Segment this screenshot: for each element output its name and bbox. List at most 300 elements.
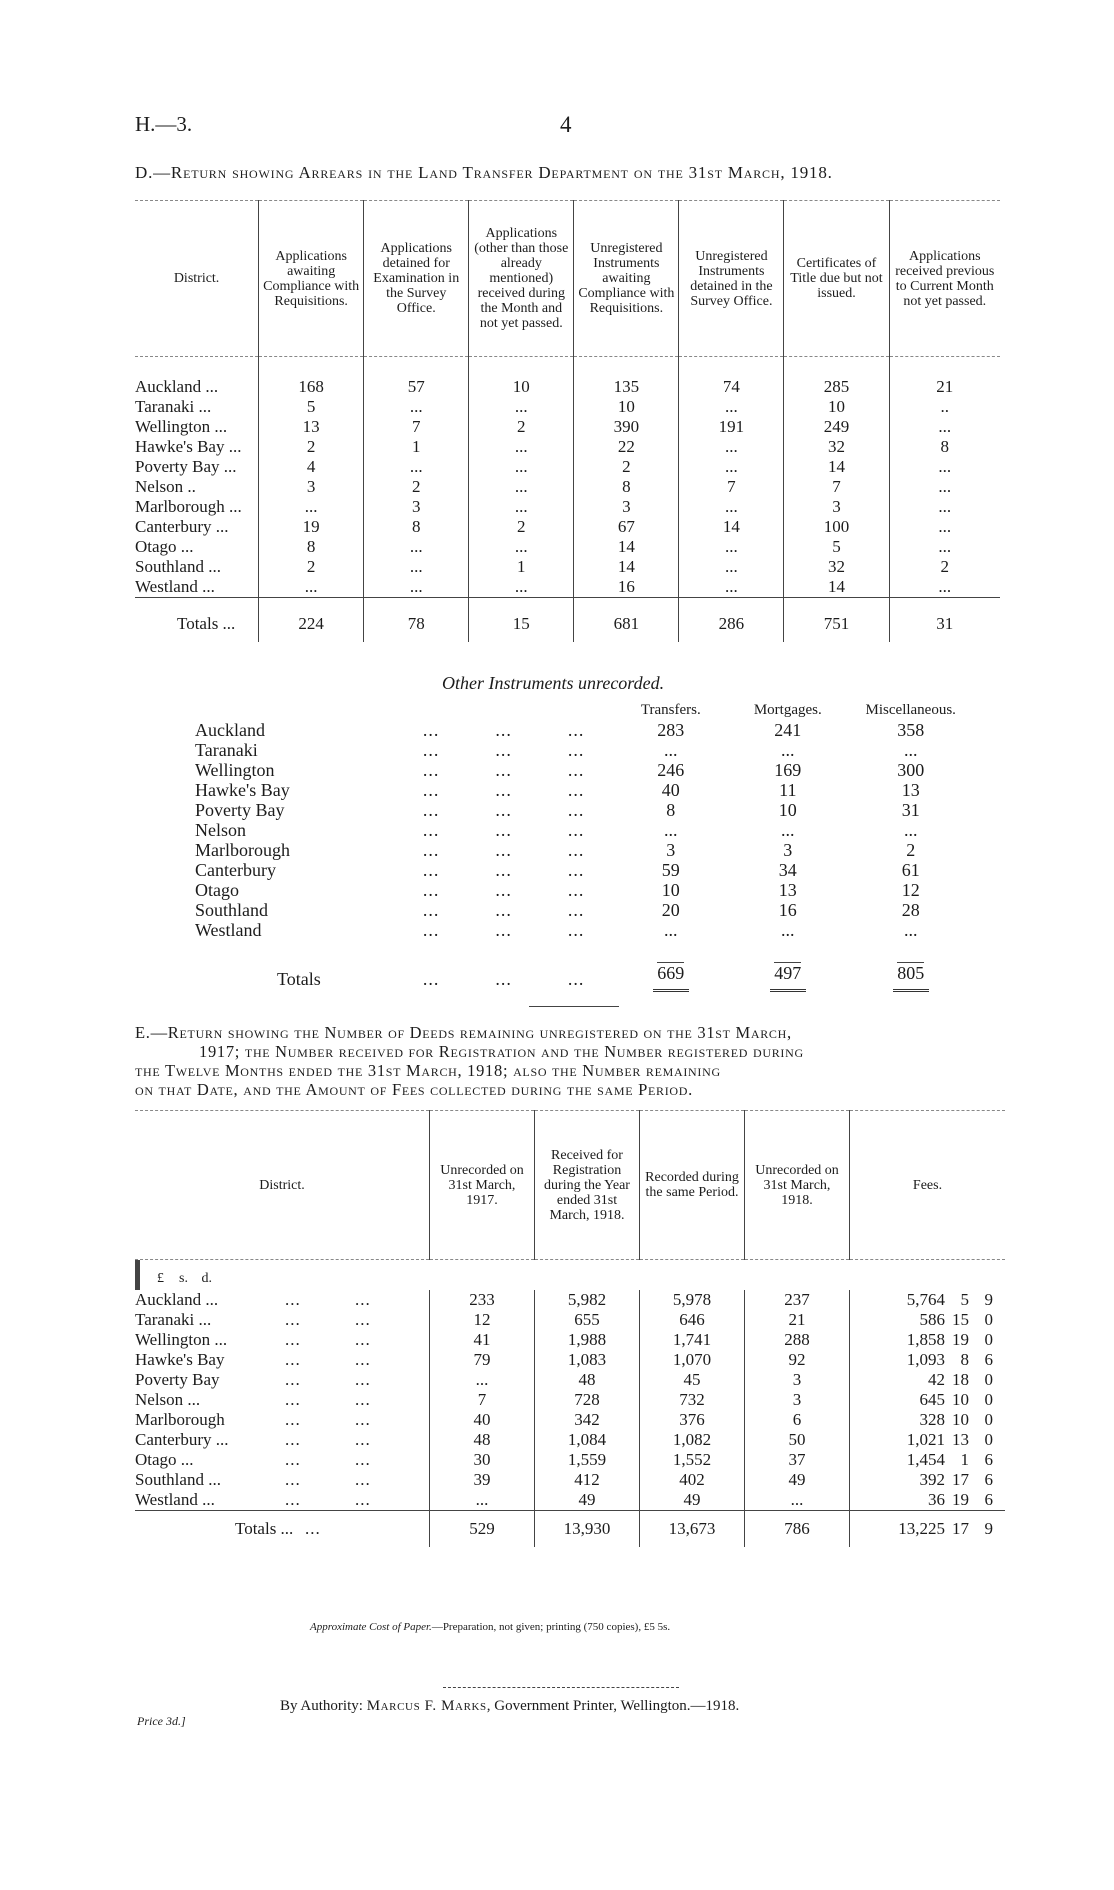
table-row <box>135 1430 1005 1450</box>
leader-dots: ... <box>567 920 585 940</box>
total-cell: 13,673 <box>640 1511 745 1548</box>
value-cell: ... <box>679 537 784 557</box>
value: 20 <box>661 900 680 920</box>
leader-dots: ... <box>422 760 440 780</box>
other-instruments-title: Other Instruments unrecorded. <box>442 673 665 693</box>
value-cell: 1,988 <box>535 1330 640 1350</box>
district-cell <box>135 1350 430 1370</box>
leader-dots: ... <box>495 820 512 840</box>
value-cell <box>729 820 846 840</box>
value-cell: 7 <box>364 417 469 437</box>
price: Price 3d.] <box>137 1714 186 1728</box>
return-e-table <box>135 1110 1005 1547</box>
leader-dots: ... <box>285 1290 301 1309</box>
shillings: 13 <box>952 1430 969 1449</box>
district-cell: Nelson .. <box>135 477 196 496</box>
shillings: 5 <box>960 1290 969 1309</box>
value-cell <box>612 820 729 840</box>
value: 283 <box>657 720 685 740</box>
leader-dots: ... <box>495 740 512 760</box>
value-cell: 74 <box>679 357 784 398</box>
pence: 6 <box>984 1450 993 1469</box>
leader-dots: ... <box>355 1290 371 1309</box>
table-row <box>135 1490 1005 1511</box>
return-e-title-line: E.—Return showing the Number of Deeds remaining unregistered on the 31st March, <box>135 1023 792 1042</box>
value-cell <box>729 780 846 800</box>
district-cell: Auckland ... <box>135 377 219 396</box>
pence: 6 <box>984 1490 993 1509</box>
value-cell: 100 <box>784 517 889 537</box>
table-row <box>195 880 975 900</box>
value-cell <box>612 920 729 940</box>
return-e-header-row <box>135 1111 1005 1260</box>
district-cell <box>135 1490 430 1511</box>
value-cell: 92 <box>745 1350 850 1370</box>
district-cell: Wellington <box>195 760 275 780</box>
value-cell <box>846 900 975 920</box>
value-cell: ... <box>889 537 1000 557</box>
table-row <box>135 1290 1005 1310</box>
leader-dots: ... <box>422 740 440 760</box>
district-cell: Westland ... <box>135 577 215 596</box>
leader-dots: ... <box>355 1370 371 1389</box>
totals-label <box>135 1511 430 1548</box>
fees-cell <box>850 1370 1006 1390</box>
cost-label: Approximate Cost of Paper. <box>310 1621 432 1633</box>
pence: 0 <box>984 1310 993 1329</box>
col-certificates: Certificates of Title due but not issued. <box>784 201 889 357</box>
value: ... <box>903 820 918 840</box>
value-cell: 32 <box>784 557 889 577</box>
value-cell: 1,082 <box>640 1430 745 1450</box>
value: 12 <box>901 880 920 900</box>
pence: 0 <box>984 1410 993 1429</box>
currency-units <box>140 1260 225 1290</box>
leader-dots: ... <box>285 1490 301 1509</box>
total-value: 669 <box>657 963 685 983</box>
value-cell <box>846 760 975 780</box>
value-cell: 37 <box>745 1450 850 1470</box>
leader-dots: ... <box>495 880 512 900</box>
district-name: Wellington ... <box>135 1330 228 1349</box>
value-cell <box>846 820 975 840</box>
leader-dots: ... <box>422 820 440 840</box>
value: 13 <box>778 880 797 900</box>
value: 3 <box>783 840 793 860</box>
value-cell <box>846 740 975 760</box>
value-cell: ... <box>364 577 469 598</box>
value-cell: 39 <box>430 1470 535 1490</box>
value-cell: ... <box>889 517 1000 537</box>
other-instruments-table <box>195 700 975 995</box>
footer-divider <box>443 1687 679 1688</box>
leader-dots: ... <box>355 1310 371 1329</box>
value-cell: .. <box>889 397 1000 417</box>
value-cell: 14 <box>784 457 889 477</box>
fees-cell <box>850 1330 1006 1350</box>
value-cell: 10 <box>784 397 889 417</box>
district-name: Canterbury ... <box>135 1430 229 1449</box>
shillings: 1 <box>960 1450 969 1469</box>
value-cell: 5,982 <box>535 1290 640 1310</box>
totals-label: Totals ... <box>135 598 259 643</box>
totals-row <box>135 598 1000 643</box>
district-cell: Otago ... <box>135 537 194 556</box>
table-row <box>135 397 1000 417</box>
value-cell: ... <box>259 577 364 598</box>
leader-dots: ... <box>285 1390 301 1409</box>
value-cell: ... <box>745 1490 850 1511</box>
value-cell: ... <box>430 1370 535 1390</box>
total-value: 497 <box>774 963 802 983</box>
value-cell: 30 <box>430 1450 535 1470</box>
fees-cell <box>850 1290 1006 1310</box>
value-cell <box>846 860 975 880</box>
pence: 6 <box>984 1470 993 1489</box>
pence: 0 <box>984 1370 993 1389</box>
value: ... <box>664 820 678 840</box>
shillings: 17 <box>952 1519 969 1538</box>
total-cell: 786 <box>745 1511 850 1548</box>
col-district: District. <box>173 271 220 286</box>
leader-dots: ... <box>355 1490 371 1509</box>
value-cell: ... <box>430 1490 535 1511</box>
value: 10 <box>778 800 797 820</box>
col-applications-previous: Applications received previous to Current Month not yet passed. <box>889 201 1000 357</box>
value-cell: 732 <box>640 1390 745 1410</box>
shillings: 15 <box>952 1310 969 1329</box>
value-cell: 8 <box>574 477 679 497</box>
district-name: Auckland ... <box>135 1290 219 1309</box>
return-e-title <box>135 1023 1005 1099</box>
col-fees: Fees. <box>850 1111 1006 1260</box>
other-header-row <box>195 700 975 720</box>
shillings: 10 <box>952 1410 969 1429</box>
return-d-table <box>135 200 1000 642</box>
leader-dots: ... <box>355 1450 371 1469</box>
value-cell <box>729 840 846 860</box>
pounds: 5,764 <box>906 1290 945 1309</box>
table-row <box>195 920 975 940</box>
value-cell: 1,084 <box>535 1430 640 1450</box>
shillings: 17 <box>952 1470 969 1489</box>
return-e-title-line: the Twelve Months ended the 31st March, 1918; also the Number remaining <box>135 1061 721 1080</box>
leader-dots: ... <box>285 1310 301 1329</box>
value-cell: 233 <box>430 1290 535 1310</box>
value-cell: ... <box>469 397 574 417</box>
return-e-title-line: on that Date, and the Amount of Fees collected during the same Period. <box>135 1080 693 1099</box>
value: ... <box>664 740 678 760</box>
leader-dots: ... <box>422 720 440 740</box>
district-name: Taranaki ... <box>135 1310 212 1329</box>
table-row <box>195 800 975 820</box>
value-cell: 8 <box>259 537 364 557</box>
leader-dots: ... <box>567 820 585 840</box>
value-cell: 249 <box>784 417 889 437</box>
district-cell <box>135 1470 430 1490</box>
table-row <box>135 477 1000 497</box>
district-cell <box>135 1310 430 1330</box>
value-cell: 2 <box>259 437 364 457</box>
value-cell: 40 <box>430 1410 535 1430</box>
value-cell: ... <box>469 577 574 598</box>
pounds: 645 <box>919 1390 945 1409</box>
value-cell: 16 <box>574 577 679 598</box>
value-cell: 21 <box>745 1310 850 1330</box>
value-cell <box>846 920 975 940</box>
value: 40 <box>661 780 680 800</box>
value-cell: 3 <box>745 1370 850 1390</box>
district-cell <box>135 1370 430 1390</box>
table-row <box>135 1470 1005 1490</box>
leader-dots: ... <box>495 760 512 780</box>
value-cell: 21 <box>889 357 1000 398</box>
currency-unit: s. <box>179 1271 188 1286</box>
value-cell <box>729 920 846 940</box>
value: ... <box>781 740 795 760</box>
value-cell: 2 <box>259 557 364 577</box>
leader-dots: ... <box>567 860 585 880</box>
table-row <box>135 417 1000 437</box>
value-cell: 14 <box>679 517 784 537</box>
double-rule <box>770 989 806 995</box>
leader-dots: ... <box>567 780 585 800</box>
printer-name: Marcus F. Marks <box>366 1698 487 1714</box>
value-cell <box>846 780 975 800</box>
district-cell: Taranaki ... <box>135 397 212 416</box>
totals-row <box>135 1511 1005 1548</box>
leader-dots: ... <box>567 760 585 780</box>
table-row <box>135 1370 1005 1390</box>
leader-dots: ... <box>567 900 585 920</box>
value: ... <box>903 920 918 940</box>
value-cell: ... <box>469 437 574 457</box>
total-value: 805 <box>897 963 925 983</box>
pence: 0 <box>984 1390 993 1409</box>
value-cell <box>846 880 975 900</box>
leader-dots: ... <box>567 968 585 989</box>
return-e-title-line: 1917; the Number received for Registration and the Number registered during <box>199 1042 804 1061</box>
value-cell: 13 <box>259 417 364 437</box>
value-cell <box>612 880 729 900</box>
leader-dots: ... <box>422 880 440 900</box>
value-cell: 41 <box>430 1330 535 1350</box>
pence: 9 <box>984 1290 993 1309</box>
col-miscellaneous: Miscellaneous. <box>865 701 956 718</box>
value-cell: 402 <box>640 1470 745 1490</box>
value-cell: 1 <box>469 557 574 577</box>
district-cell: Southland ... <box>135 557 221 576</box>
leader-dots: ... <box>422 780 440 800</box>
total-cell: 78 <box>364 598 469 643</box>
value-cell: 49 <box>640 1490 745 1511</box>
fees-cell <box>850 1390 1006 1410</box>
value-cell: 49 <box>535 1490 640 1511</box>
value-cell <box>612 840 729 860</box>
value: 169 <box>774 760 802 780</box>
table-row <box>195 740 975 760</box>
double-rule <box>893 989 929 995</box>
value-cell: 14 <box>784 577 889 598</box>
value-cell: 728 <box>535 1390 640 1410</box>
value-cell: 7 <box>784 477 889 497</box>
authority-suffix: , Government Printer, Wellington.—1918. <box>486 1698 740 1714</box>
col-recorded: Recorded during the same Period. <box>640 1111 745 1260</box>
shillings: 18 <box>952 1370 969 1389</box>
total-cell: 31 <box>889 598 1000 643</box>
leader-dots: ... <box>567 740 585 760</box>
total-cell: 751 <box>784 598 889 643</box>
pounds: 42 <box>928 1370 945 1389</box>
page-number: 4 <box>560 112 572 137</box>
value-cell: 390 <box>574 417 679 437</box>
fees-cell <box>850 1350 1006 1370</box>
leader-dots: ... <box>422 800 440 820</box>
value-cell: 14 <box>574 537 679 557</box>
col-unregistered-awaiting: Unregistered Instruments awaiting Compliance with Requisitions. <box>574 201 679 357</box>
table-row <box>135 1390 1005 1410</box>
table-row <box>195 840 975 860</box>
table-row <box>135 1450 1005 1470</box>
value-cell: 22 <box>574 437 679 457</box>
pounds: 328 <box>919 1410 945 1429</box>
value-cell: ... <box>889 457 1000 477</box>
value-cell: 135 <box>574 357 679 398</box>
value-cell: 1,552 <box>640 1450 745 1470</box>
value-cell <box>612 780 729 800</box>
district-cell: Marlborough <box>195 840 290 860</box>
value: 61 <box>901 860 920 880</box>
value-cell: 79 <box>430 1350 535 1370</box>
value-cell <box>729 900 846 920</box>
pence: 9 <box>984 1519 993 1538</box>
leader-dots: ... <box>422 968 440 989</box>
district-cell: Taranaki <box>195 740 258 760</box>
value-cell <box>846 800 975 820</box>
district-cell: Marlborough ... <box>135 497 242 516</box>
district-name: Southland ... <box>135 1470 221 1489</box>
value-cell: ... <box>679 557 784 577</box>
value: ... <box>781 820 795 840</box>
value: 11 <box>779 780 797 800</box>
leader-dots: ... <box>495 920 512 940</box>
value: 3 <box>666 840 676 860</box>
table-row <box>135 357 1000 398</box>
leader-dots: ... <box>495 780 512 800</box>
value-cell: 12 <box>430 1310 535 1330</box>
value-cell: ... <box>889 477 1000 497</box>
table-row <box>135 457 1000 477</box>
pounds: 1,093 <box>906 1350 945 1369</box>
col-unregistered-detained: Unregistered Instruments detained in the Survey Office. <box>679 201 784 357</box>
value-cell: ... <box>679 577 784 598</box>
value-cell: ... <box>469 497 574 517</box>
value-cell <box>729 740 846 760</box>
leader-dots: ... <box>285 1430 301 1449</box>
cost-of-paper <box>310 1621 670 1633</box>
total-cell <box>846 940 975 995</box>
value-cell: 48 <box>430 1430 535 1450</box>
total-cell <box>612 940 729 995</box>
total-cell <box>729 940 846 995</box>
value-cell: 8 <box>889 437 1000 457</box>
value-cell: 6 <box>745 1410 850 1430</box>
leader-dots: ... <box>567 840 585 860</box>
value-cell <box>612 740 729 760</box>
district-cell <box>135 1390 430 1410</box>
leader-dots: ... <box>285 1450 301 1469</box>
value-cell: 655 <box>535 1310 640 1330</box>
leader-dots: ... <box>285 1470 301 1489</box>
pounds: 586 <box>919 1310 945 1329</box>
value-cell <box>729 800 846 820</box>
table-row <box>135 1330 1005 1350</box>
totals-label: Totals <box>277 968 321 989</box>
value-cell: 3 <box>745 1390 850 1410</box>
total-cell: 15 <box>469 598 574 643</box>
district-cell: Canterbury ... <box>135 517 229 536</box>
value-cell: ... <box>259 497 364 517</box>
district-cell: Wellington ... <box>135 417 228 436</box>
leader-dots: ... <box>567 720 585 740</box>
totals-row <box>195 940 975 995</box>
value: 59 <box>661 860 680 880</box>
col-applications-awaiting: Applications awaiting Compliance with Requisitions. <box>259 201 364 357</box>
value-cell: 1,070 <box>640 1350 745 1370</box>
leader-dots: ... <box>355 1350 371 1369</box>
total-cell: 529 <box>430 1511 535 1548</box>
table-row <box>135 1350 1005 1370</box>
district-cell <box>135 1290 430 1310</box>
table-row <box>135 437 1000 457</box>
fees-cell <box>850 1450 1006 1470</box>
district-name: Marlborough <box>135 1410 225 1429</box>
table-row <box>195 820 975 840</box>
value-cell: 285 <box>784 357 889 398</box>
pounds: 1,858 <box>906 1330 945 1349</box>
value-cell: ... <box>469 457 574 477</box>
value: 13 <box>901 780 920 800</box>
leader-dots: ... <box>567 800 585 820</box>
value-cell: 32 <box>784 437 889 457</box>
pence: 0 <box>984 1430 993 1449</box>
leader-dots: ... <box>495 840 512 860</box>
table-row <box>195 720 975 740</box>
leader-dots: ... <box>285 1410 301 1429</box>
leader-dots: ... <box>495 720 512 740</box>
value-cell: 288 <box>745 1330 850 1350</box>
value-cell: 3 <box>259 477 364 497</box>
value-cell: ... <box>889 497 1000 517</box>
district-cell: Poverty Bay ... <box>135 457 237 476</box>
value-cell: 7 <box>430 1390 535 1410</box>
district-cell: Southland <box>195 900 269 920</box>
district-name: Otago ... <box>135 1450 194 1469</box>
value-cell: 412 <box>535 1470 640 1490</box>
value-cell <box>612 860 729 880</box>
leader-dots: ... <box>285 1370 301 1389</box>
value-cell <box>612 800 729 820</box>
value-cell: 19 <box>259 517 364 537</box>
value: ... <box>664 920 678 940</box>
district-cell: Hawke's Bay ... <box>135 437 242 456</box>
fees-cell <box>850 1490 1006 1511</box>
district-cell: Auckland <box>195 720 265 740</box>
value-cell: 49 <box>745 1470 850 1490</box>
pounds: 1,454 <box>906 1450 945 1469</box>
double-rule <box>653 989 689 995</box>
value: 2 <box>906 840 916 860</box>
